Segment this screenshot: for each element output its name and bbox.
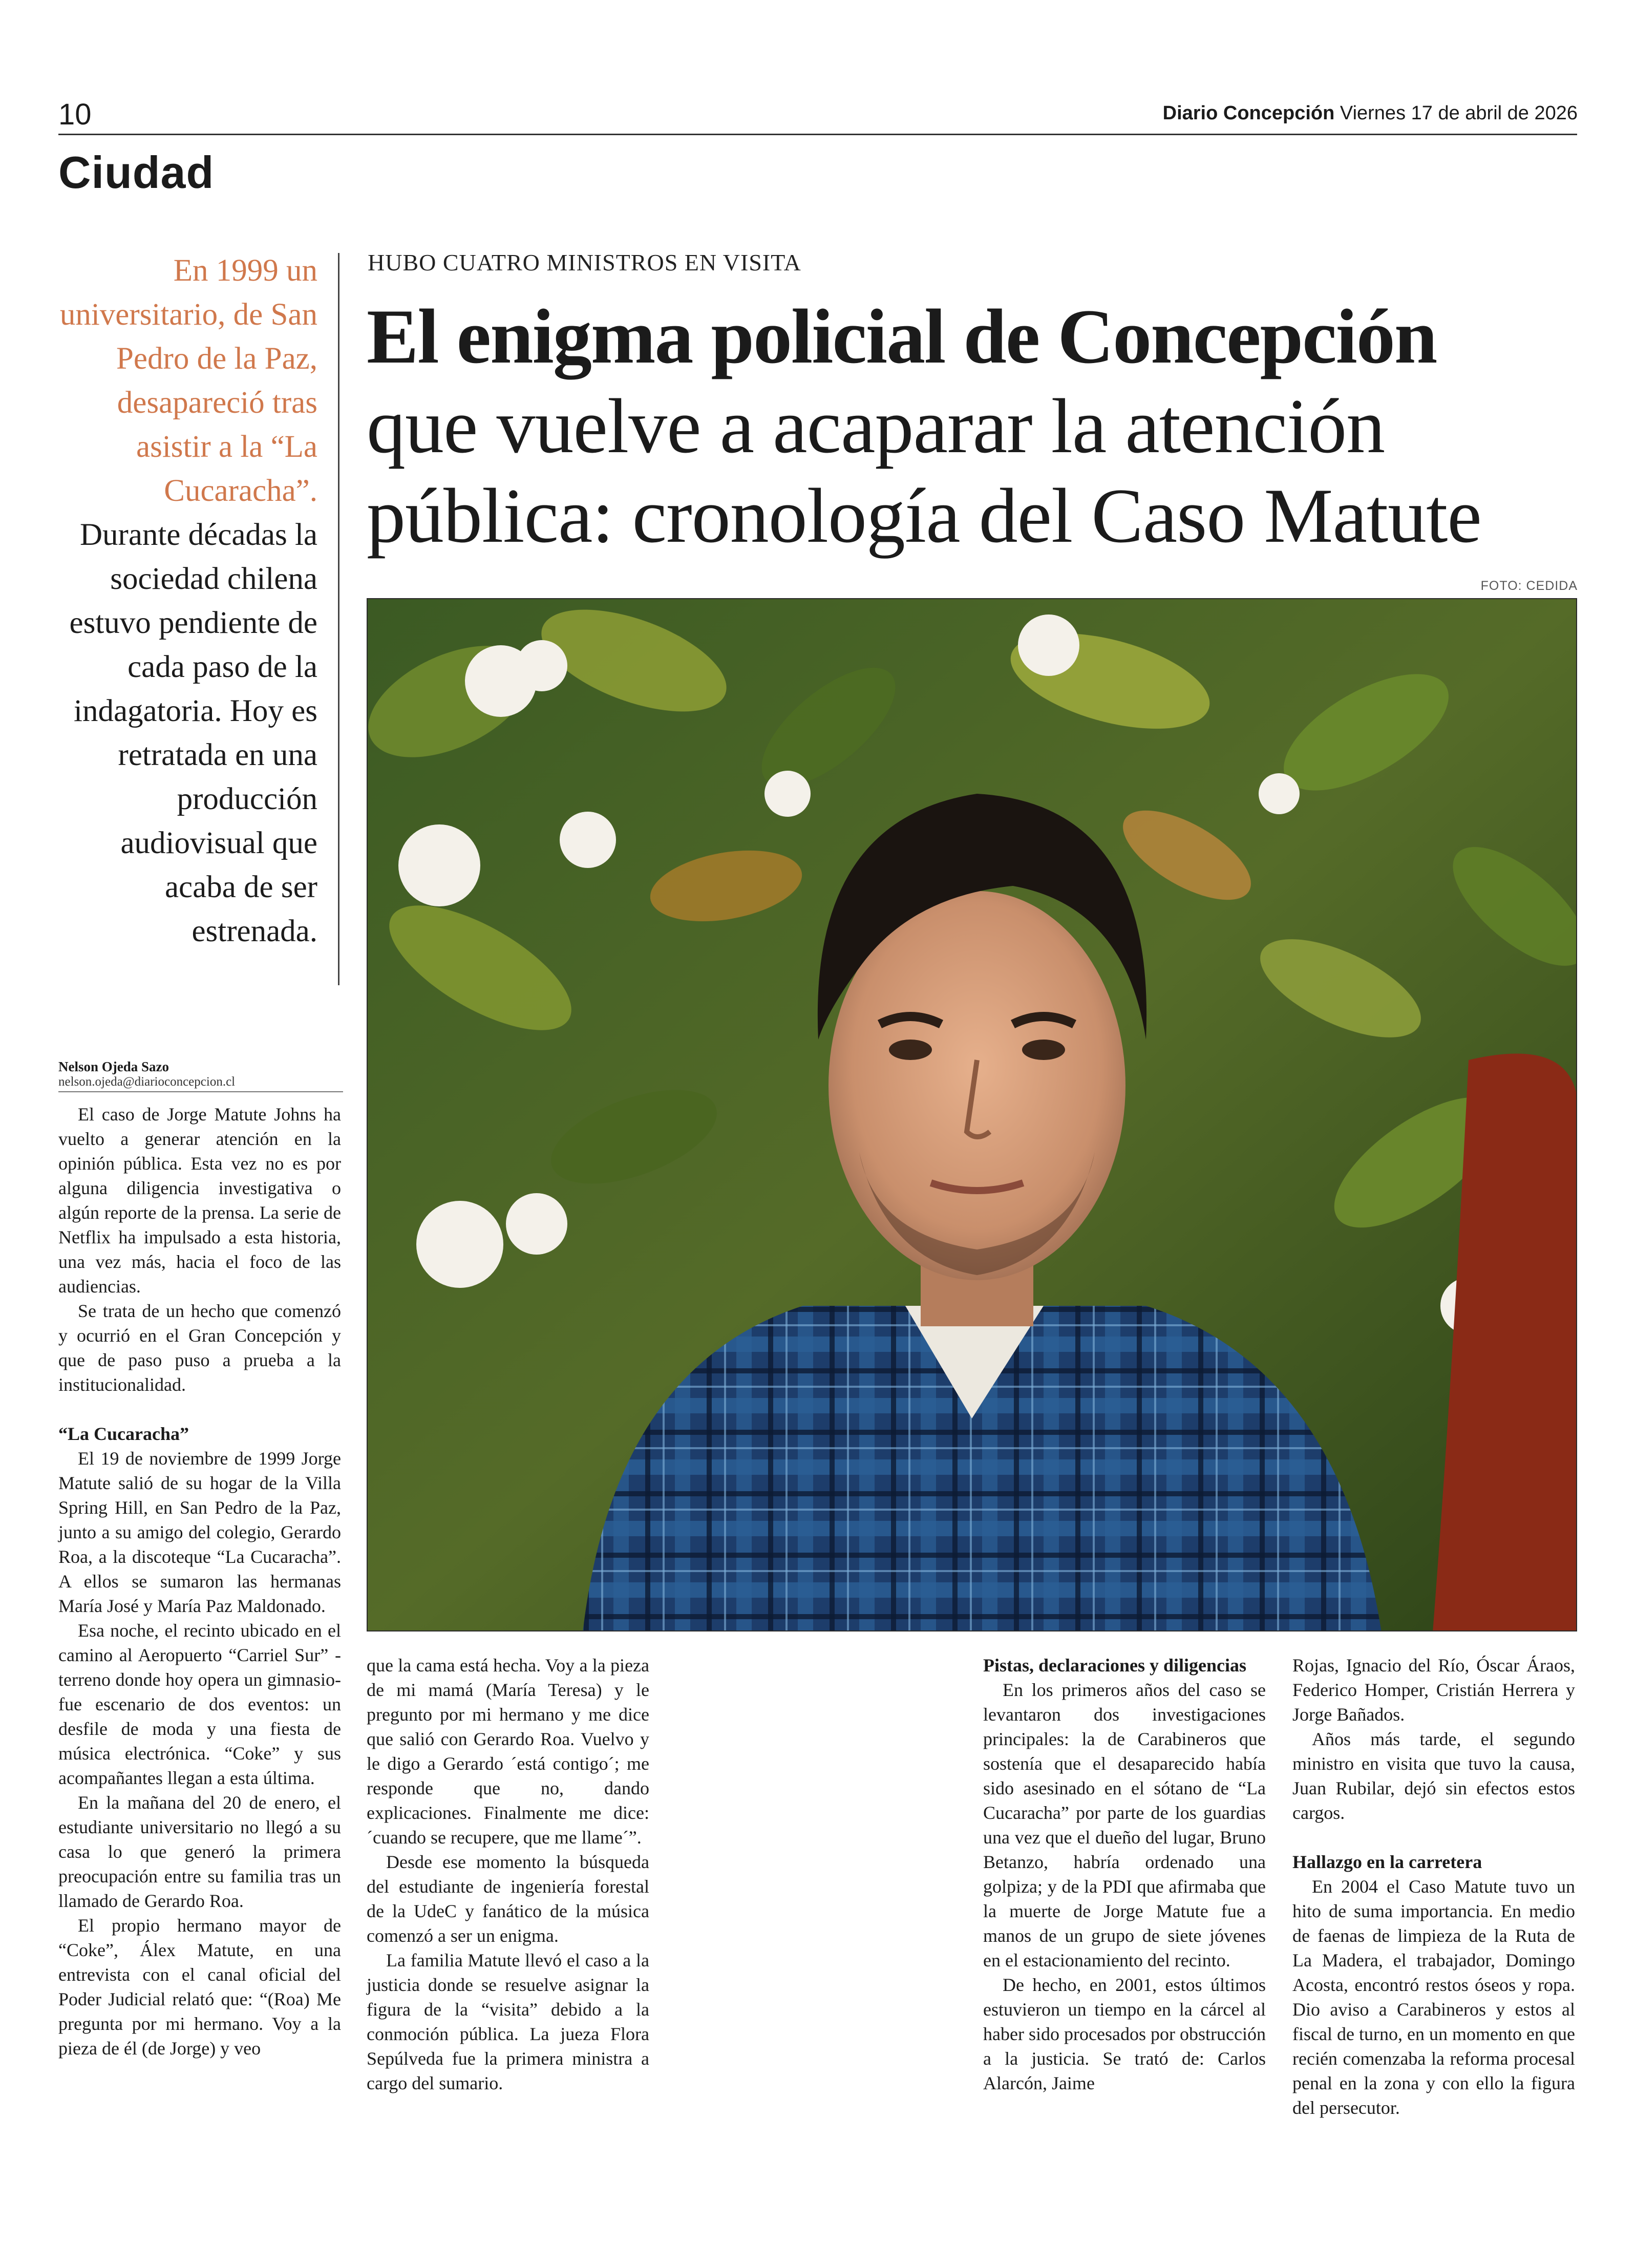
paragraph: El caso de Jorge Matute Johns ha vuelto a generar atención en la opinión pública. Esta vez no es por alguna diligencia investigativa o algún reporte de la prensa. La serie de Netflix ha impulsado a esta historia, una vez más, hacia el foco de las audiencias. [58, 1104, 341, 1297]
portrait-photo [367, 598, 1577, 1631]
subheading: Pistas, declaraciones y diligencias [983, 1655, 1246, 1676]
paragraph: De hecho, en 2001, estos últimos estuvieron un tiempo en la cárcel al haber sido procesados por obstrucción a la justicia. Se trató de: Carlos Alarcón, Jaime [983, 1975, 1266, 2093]
lead-summary [58, 249, 317, 953]
paragraph: En la mañana del 20 de enero, el estudiante universitario no llegó a su casa lo que generó la primera preocupación entre su familia tras un llamado de Gerardo Roa. [58, 1792, 341, 1911]
lead-text: Durante décadas la sociedad chilena estuvo pendiente de cada paso de la indagatoria. Hoy es retratada en una producción audiovisual que acaba de ser estrenada. [69, 518, 317, 948]
header-rule [58, 134, 1577, 135]
paragraph: El propio hermano mayor de “Coke”, Álex Matute, en una entrevista con el canal oficial del Poder Judicial relató que: “(Roa) Me pregunta por mi hermano. Voy a la pieza de él (de Jorge) y veo [58, 1915, 341, 2059]
issue-date: Viernes 17 de abril de 2026 [1340, 102, 1578, 124]
subheading: Hallazgo en la carretera [1292, 1852, 1482, 1872]
paragraph: En los primeros años del caso se levantaron dos investigaciones principales: la de Carabineros que sostenía que el desaparecido había sido asesinado en el sótano de “La Cucaracha” por parte de los guardias una vez que el dueño del lugar, Bruno Betanzo, habría ordenado una golpiza; y de la PDI que afirmaba que la muerte de Jorge Matute fue a manos de un grupo de siete jóvenes en el estacionamiento del recinto. [983, 1680, 1266, 1970]
headline-light: que vuelve a acaparar la atención pública: cronología del Caso Matute [367, 383, 1481, 559]
paragraph: Se trata de un hecho que comenzó y ocurrió en el Gran Concepción y que de paso puso a prueba a la institucionalidad. [58, 1301, 341, 1395]
paragraph: Desde ese momento la búsqueda del estudiante de ingeniería forestal de la UdeC y fanático de la música comenzó a ser un enigma. [367, 1852, 649, 1946]
paragraph: Años más tarde, el segundo ministro en visita que tuvo la causa, Juan Rubilar, dejó sin efectos estos cargos. [1292, 1729, 1575, 1823]
headline [367, 292, 1585, 561]
section-title: Ciudad [58, 147, 215, 198]
masthead [1163, 102, 1578, 124]
newspaper-brand: Diario Concepción [1162, 102, 1335, 124]
author-name: Nelson Ojeda Sazo [58, 1059, 169, 1074]
author-email: nelson.ojeda@diarioconcepcion.cl [58, 1075, 343, 1092]
paragraph: La familia Matute llevó el caso a la justicia donde se resuelve asignar la figura de la “visita” debido a la conmoción pública. La jueza Flora Sepúlveda fue la primera ministra a cargo del sumario. [367, 1950, 649, 2093]
paragraph: Rojas, Ignacio del Río, Óscar Áraos, Federico Homper, Cristián Herrera y Jorge Bañados. [1292, 1655, 1575, 1725]
paragraph: Esa noche, el recinto ubicado en el camino al Aeropuerto “Carriel Sur” - terreno donde hoy opera un gimnasio- fue escenario de dos eventos: un desfile de moda y una fiesta de música electrónica. “Coke” y sus acompañantes llegan a esta última. [58, 1620, 341, 1788]
page-number: 10 [58, 98, 92, 131]
byline [58, 1059, 343, 1092]
paragraph: que la cama está hecha. Voy a la pieza de mi mamá (María Teresa) y le pregunto por mi hermano y me dice que salió con Gerardo Roa. Vuelvo y le digo a Gerardo ´está contigo´; me responde que no, dando explicaciones. Finalmente me dice: ´cuando se recupere, que me llame´”. [367, 1655, 649, 1848]
lead-highlight: En 1999 un universitario, de San Pedro de la Paz, desapareció tras asistir a la “La Cucaracha”. [59, 253, 317, 508]
body-column-2 [367, 1653, 649, 2095]
body-column-1 [58, 1102, 341, 2061]
paragraph: El 19 de noviembre de 1999 Jorge Matute salió de su hogar de la Villa Spring Hill, en San Pedro de la Paz, junto a su amigo del colegio, Gerardo Roa, a la discoteque “La Cucaracha”. A ellos se sumaron las hermanas María José y María Paz Maldonado. [58, 1448, 341, 1616]
body-column-4 [1292, 1653, 1575, 2120]
headline-bold: El enigma policial de Concepción [367, 293, 1437, 379]
photo-credit: FOTO: CEDIDA [1480, 579, 1578, 593]
paragraph: En 2004 el Caso Matute tuvo un hito de suma importancia. En medio de faenas de limpieza de la Ruta de La Madera, el trabajador, Domingo Acosta, encontró restos óseos y ropa. Dio aviso a Carabineros y estos al fiscal de turno, en un momento en que recién comenzaba la reforma procesal penal en la zona y con ello la figura del persecutor. [1292, 1876, 1575, 2118]
lead-divider [338, 253, 339, 985]
body-column-3 [983, 1653, 1266, 2095]
subheading: “La Cucaracha” [58, 1424, 189, 1444]
kicker: HUBO CUATRO MINISTROS EN VISITA [368, 249, 801, 275]
